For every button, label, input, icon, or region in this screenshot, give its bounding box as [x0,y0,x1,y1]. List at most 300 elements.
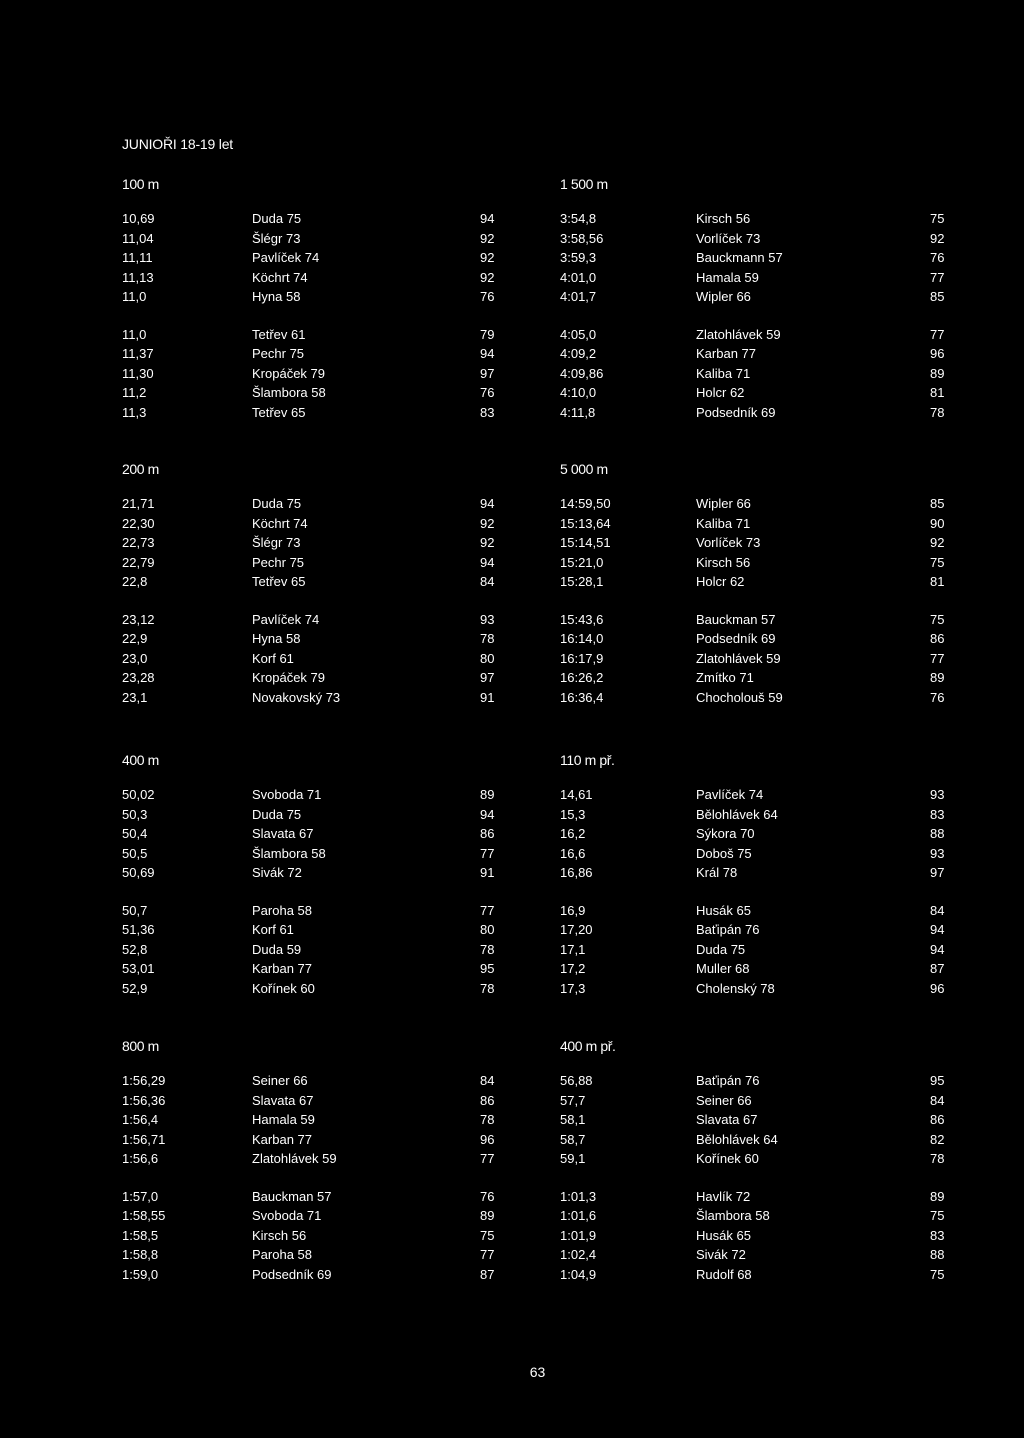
result-year: 89 [930,670,945,685]
athlete-name: Chocholouš 59 [696,689,783,705]
result-year: 92 [480,269,495,285]
athlete-name: Kirsch 56 [696,211,751,226]
result-group [122,1187,495,1285]
result-time: 22,9 [122,631,148,646]
athlete-name: Šlambora 58 [252,845,326,861]
athlete-name: Baťipán 76 [696,922,760,937]
result-group [560,325,945,423]
result-time: 15:21,0 [560,554,604,570]
result-time: 58,1 [560,1112,586,1127]
athlete-name: Šlégr 73 [252,535,301,550]
result-row [122,1130,495,1150]
result-time: 23,1 [122,689,148,705]
result-year: 77 [480,845,495,861]
result-row [560,1265,945,1285]
result-row [122,287,495,307]
result-year: 84 [930,1092,945,1108]
result-row [122,248,495,268]
result-time: 52,9 [122,980,148,996]
result-year: 84 [930,902,945,918]
athlete-name: Slavata 67 [252,826,314,841]
athlete-name: Karban 77 [696,346,756,361]
section-title: 400 m [122,752,159,768]
result-row [122,649,495,669]
result-row [560,572,945,592]
result-year: 95 [480,961,495,976]
result-year: 92 [480,250,495,265]
result-row [122,364,495,384]
result-row [122,1265,495,1285]
result-row [122,514,495,534]
athlete-name: Pechr 75 [252,554,305,570]
result-time: 50,5 [122,845,148,861]
result-row [560,844,945,864]
result-time: 22,73 [122,535,155,550]
result-year: 94 [480,554,495,570]
section-200m [122,459,495,725]
result-row [122,383,495,403]
athlete-name: Karban 77 [252,1131,312,1147]
result-time: 11,0 [122,289,147,304]
result-time: 1:01,3 [560,1188,597,1204]
athlete-name: Wipler 66 [696,289,751,304]
result-time: 22,30 [122,515,155,531]
athlete-name: Bauckmann 57 [696,250,783,265]
athlete-name: Podsedník 69 [252,1266,332,1282]
result-year: 92 [930,230,945,246]
result-row [560,649,945,669]
result-row [122,824,495,844]
result-time: 56,88 [560,1073,593,1088]
result-row [122,403,495,423]
athlete-name: Rudolf 68 [696,1266,752,1282]
result-time: 11,13 [122,269,154,285]
result-time: 11,30 [122,365,154,381]
result-row [122,901,495,921]
result-time: 50,4 [122,826,148,841]
result-time: 1:04,9 [560,1266,597,1282]
result-row [122,610,495,630]
athlete-name: Seiner 66 [696,1092,752,1108]
result-group [560,494,945,592]
section-100m [122,174,495,440]
result-year: 90 [930,515,945,531]
result-year: 88 [930,1247,945,1262]
result-row [122,1187,495,1207]
result-row [560,268,945,288]
result-row [560,248,945,268]
result-row [122,209,495,229]
result-row [560,364,945,384]
result-time: 22,79 [122,554,155,570]
result-group [560,1187,945,1285]
result-time: 4:09,86 [560,365,604,381]
result-time: 17,3 [560,980,586,996]
athlete-name: Holcr 62 [696,385,745,400]
result-year: 96 [930,346,945,361]
result-row [122,1071,495,1091]
result-time: 15:14,51 [560,535,611,550]
athlete-name: Husák 65 [696,902,751,918]
result-year: 79 [480,326,495,342]
result-time: 3:59,3 [560,250,597,265]
result-row [122,1206,495,1226]
result-group [560,1071,945,1169]
result-year: 89 [930,1188,945,1204]
section-title: 200 m [122,461,159,477]
result-row [122,1245,495,1265]
result-group [122,494,495,592]
result-year: 87 [480,1266,495,1282]
athlete-name: Seiner 66 [252,1073,308,1088]
athlete-name: Kropáček 79 [252,365,325,381]
result-year: 78 [930,1151,945,1166]
athlete-name: Kaliba 71 [696,515,751,531]
result-time: 57,7 [560,1092,586,1108]
result-time: 16:36,4 [560,689,604,705]
result-row [122,325,495,345]
result-year: 94 [480,496,495,511]
result-row [560,785,945,805]
athlete-name: Duda 75 [252,496,302,511]
result-time: 15,3 [560,806,586,822]
result-time: 21,71 [122,496,155,511]
result-group [122,209,495,307]
athlete-name: Pavlíček 74 [252,611,320,627]
result-time: 17,20 [560,922,593,937]
result-row [122,268,495,288]
athlete-name: Hamala 59 [252,1112,315,1127]
result-year: 76 [930,689,945,705]
result-row [560,553,945,573]
result-time: 50,7 [122,902,148,918]
page-title: JUNIOŘI 18-19 let [122,136,233,152]
result-year: 78 [480,1112,495,1127]
athlete-name: Duda 59 [252,941,302,957]
result-row [122,688,495,708]
athlete-name: Kaliba 71 [696,365,751,381]
result-row [560,403,945,423]
result-row [122,785,495,805]
result-row [560,805,945,825]
athlete-name: Král 78 [696,865,738,880]
result-year: 97 [480,670,495,685]
result-time: 16:17,9 [560,650,604,666]
result-time: 16,2 [560,826,586,841]
result-time: 50,69 [122,865,155,880]
athlete-name: Svoboda 71 [252,1208,322,1223]
result-year: 80 [480,922,495,937]
result-year: 77 [930,650,945,666]
result-year: 95 [930,1073,945,1088]
result-row [560,325,945,345]
result-time: 1:56,36 [122,1092,166,1108]
section-1500m [560,174,945,440]
result-row [560,514,945,534]
athlete-name: Duda 75 [696,941,746,957]
result-row [560,979,945,999]
result-year: 75 [930,1208,945,1223]
result-year: 84 [480,1073,495,1088]
result-year: 89 [930,365,945,381]
result-time: 16,86 [560,865,593,880]
athlete-name: Korf 61 [252,650,294,666]
athlete-name: Tetřev 61 [252,326,306,342]
result-time: 23,12 [122,611,155,627]
result-year: 78 [480,980,495,996]
result-time: 22,8 [122,574,148,589]
result-row [122,1110,495,1130]
result-year: 75 [930,554,945,570]
result-row [560,209,945,229]
athlete-name: Šlambora 58 [696,1208,770,1223]
section-title: 1 500 m [560,176,608,192]
result-year: 94 [480,346,495,361]
result-time: 51,36 [122,922,155,937]
result-year: 75 [930,211,945,226]
result-year: 86 [480,826,495,841]
result-row [560,688,945,708]
result-row [560,344,945,364]
result-group [560,209,945,307]
result-row [560,1226,945,1246]
result-time: 1:01,6 [560,1208,597,1223]
result-year: 85 [930,289,945,304]
athlete-name: Bělohlávek 64 [696,806,778,822]
athlete-name: Bauckman 57 [252,1188,332,1204]
result-time: 1:58,8 [122,1247,159,1262]
result-year: 94 [480,806,495,822]
result-year: 75 [930,611,945,627]
athlete-name: Zlatohlávek 59 [696,326,781,342]
result-row [560,901,945,921]
result-year: 89 [480,1208,495,1223]
athlete-name: Podsedník 69 [696,631,776,646]
result-year: 81 [930,574,945,589]
result-year: 92 [480,515,495,531]
athlete-name: Baťipán 76 [696,1073,760,1088]
result-group [122,325,495,423]
athlete-name: Köchrt 74 [252,269,308,285]
athlete-name: Kirsch 56 [696,554,751,570]
result-time: 15:28,1 [560,574,604,589]
result-group [560,785,945,883]
result-row [560,629,945,649]
result-time: 11,3 [122,404,147,420]
result-year: 91 [480,865,495,880]
athlete-name: Hyna 58 [252,289,301,304]
result-time: 15:13,64 [560,515,611,531]
result-time: 16:14,0 [560,631,604,646]
athlete-name: Zmítko 71 [696,670,754,685]
athlete-name: Bělohlávek 64 [696,1131,778,1147]
result-time: 10,69 [122,211,155,226]
result-time: 4:10,0 [560,385,597,400]
result-time: 17,2 [560,961,586,976]
result-time: 16,6 [560,845,586,861]
result-row [122,940,495,960]
athlete-name: Svoboda 71 [252,787,322,802]
result-row [560,1149,945,1169]
athlete-name: Bauckman 57 [696,611,776,627]
athlete-name: Cholenský 78 [696,980,775,996]
result-time: 11,2 [122,385,147,400]
athlete-name: Sýkora 70 [696,826,755,841]
result-time: 1:56,6 [122,1151,159,1166]
result-year: 97 [930,865,945,880]
result-time: 1:59,0 [122,1266,159,1282]
athlete-name: Tetřev 65 [252,574,306,589]
athlete-name: Sivák 72 [252,865,302,880]
athlete-name: Paroha 58 [252,1247,312,1262]
athlete-name: Šlégr 73 [252,230,301,246]
result-row [560,229,945,249]
result-row [122,959,495,979]
result-row [122,1091,495,1111]
result-time: 14,61 [560,787,593,802]
result-row [560,1091,945,1111]
result-time: 4:11,8 [560,404,596,420]
result-time: 53,01 [122,961,155,976]
result-row [122,920,495,940]
result-time: 17,1 [560,941,586,957]
athlete-name: Vorlíček 73 [696,535,761,550]
result-row [560,1245,945,1265]
result-time: 1:56,4 [122,1112,159,1127]
result-year: 94 [930,941,945,957]
result-row [122,229,495,249]
result-year: 75 [480,1227,495,1243]
result-group [122,901,495,999]
page-number: 63 [529,1364,546,1380]
result-row [122,572,495,592]
result-year: 83 [930,806,945,822]
result-year: 77 [930,326,945,342]
result-time: 15:43,6 [560,611,604,627]
result-row [560,1110,945,1130]
result-year: 83 [480,404,495,420]
result-year: 93 [480,611,495,627]
result-row [560,863,945,883]
section-title: 400 m př. [560,1038,616,1054]
result-time: 1:02,4 [560,1247,597,1262]
athlete-name: Holcr 62 [696,574,745,589]
section-110m-hurdles [560,750,945,1016]
athlete-name: Sivák 72 [696,1247,746,1262]
result-group [122,610,495,708]
athlete-name: Muller 68 [696,961,750,976]
result-row [122,863,495,883]
athlete-name: Pavlíček 74 [696,787,764,802]
result-row [122,1149,495,1169]
result-year: 76 [480,1188,495,1204]
result-row [560,824,945,844]
result-row [560,668,945,688]
result-time: 16:26,2 [560,670,604,685]
result-time: 1:58,55 [122,1208,166,1223]
result-time: 59,1 [560,1151,586,1166]
result-row [122,805,495,825]
athlete-name: Karban 77 [252,961,312,976]
athlete-name: Podsedník 69 [696,404,776,420]
athlete-name: Havlík 72 [696,1188,751,1204]
result-time: 4:09,2 [560,346,597,361]
result-row [560,287,945,307]
athlete-name: Pavlíček 74 [252,250,320,265]
section-title: 110 m př. [560,752,615,768]
result-row [122,844,495,864]
result-row [560,533,945,553]
result-year: 92 [480,535,495,550]
result-time: 23,28 [122,670,155,685]
result-year: 97 [480,365,495,381]
result-row [560,959,945,979]
result-year: 89 [480,787,495,802]
result-time: 50,02 [122,787,155,802]
athlete-name: Novakovský 73 [252,689,341,705]
section-title: 100 m [122,176,159,192]
result-time: 4:01,0 [560,269,597,285]
section-5000m [560,459,945,725]
result-row [560,1071,945,1091]
result-year: 84 [480,574,495,589]
result-year: 77 [480,1151,495,1166]
result-year: 92 [480,230,495,246]
athlete-name: Paroha 58 [252,902,312,918]
result-group [122,1071,495,1169]
result-row [122,979,495,999]
result-time: 1:56,71 [122,1131,166,1147]
result-time: 1:01,9 [560,1227,597,1243]
result-time: 11,11 [122,250,153,265]
result-row [560,610,945,630]
result-year: 83 [930,1227,945,1243]
result-row [560,1206,945,1226]
result-time: 4:05,0 [560,326,597,342]
result-row [122,494,495,514]
result-time: 11,04 [122,230,154,246]
athlete-name: Kirsch 56 [252,1227,307,1243]
result-year: 88 [930,826,945,841]
result-row [122,1226,495,1246]
result-year: 96 [480,1131,495,1147]
result-time: 11,37 [122,346,154,361]
section-title: 800 m [122,1038,159,1054]
result-year: 92 [930,535,945,550]
result-year: 77 [480,902,495,918]
result-year: 76 [930,250,945,265]
result-row [560,494,945,514]
athlete-name: Kropáček 79 [252,670,325,685]
result-time: 14:59,50 [560,496,611,511]
result-time: 4:01,7 [560,289,597,304]
athlete-name: Pechr 75 [252,346,305,361]
result-year: 78 [480,941,495,957]
result-year: 86 [930,1112,945,1127]
athlete-name: Zlatohlávek 59 [252,1151,337,1166]
result-row [560,920,945,940]
result-year: 86 [930,631,945,646]
athlete-name: Korf 61 [252,922,294,937]
result-year: 77 [930,269,945,285]
athlete-name: Tetřev 65 [252,404,306,420]
result-row [122,344,495,364]
result-year: 87 [930,961,945,976]
result-year: 76 [480,289,495,304]
section-title: 5 000 m [560,461,608,477]
athlete-name: Husák 65 [696,1227,751,1243]
result-year: 91 [480,689,495,705]
